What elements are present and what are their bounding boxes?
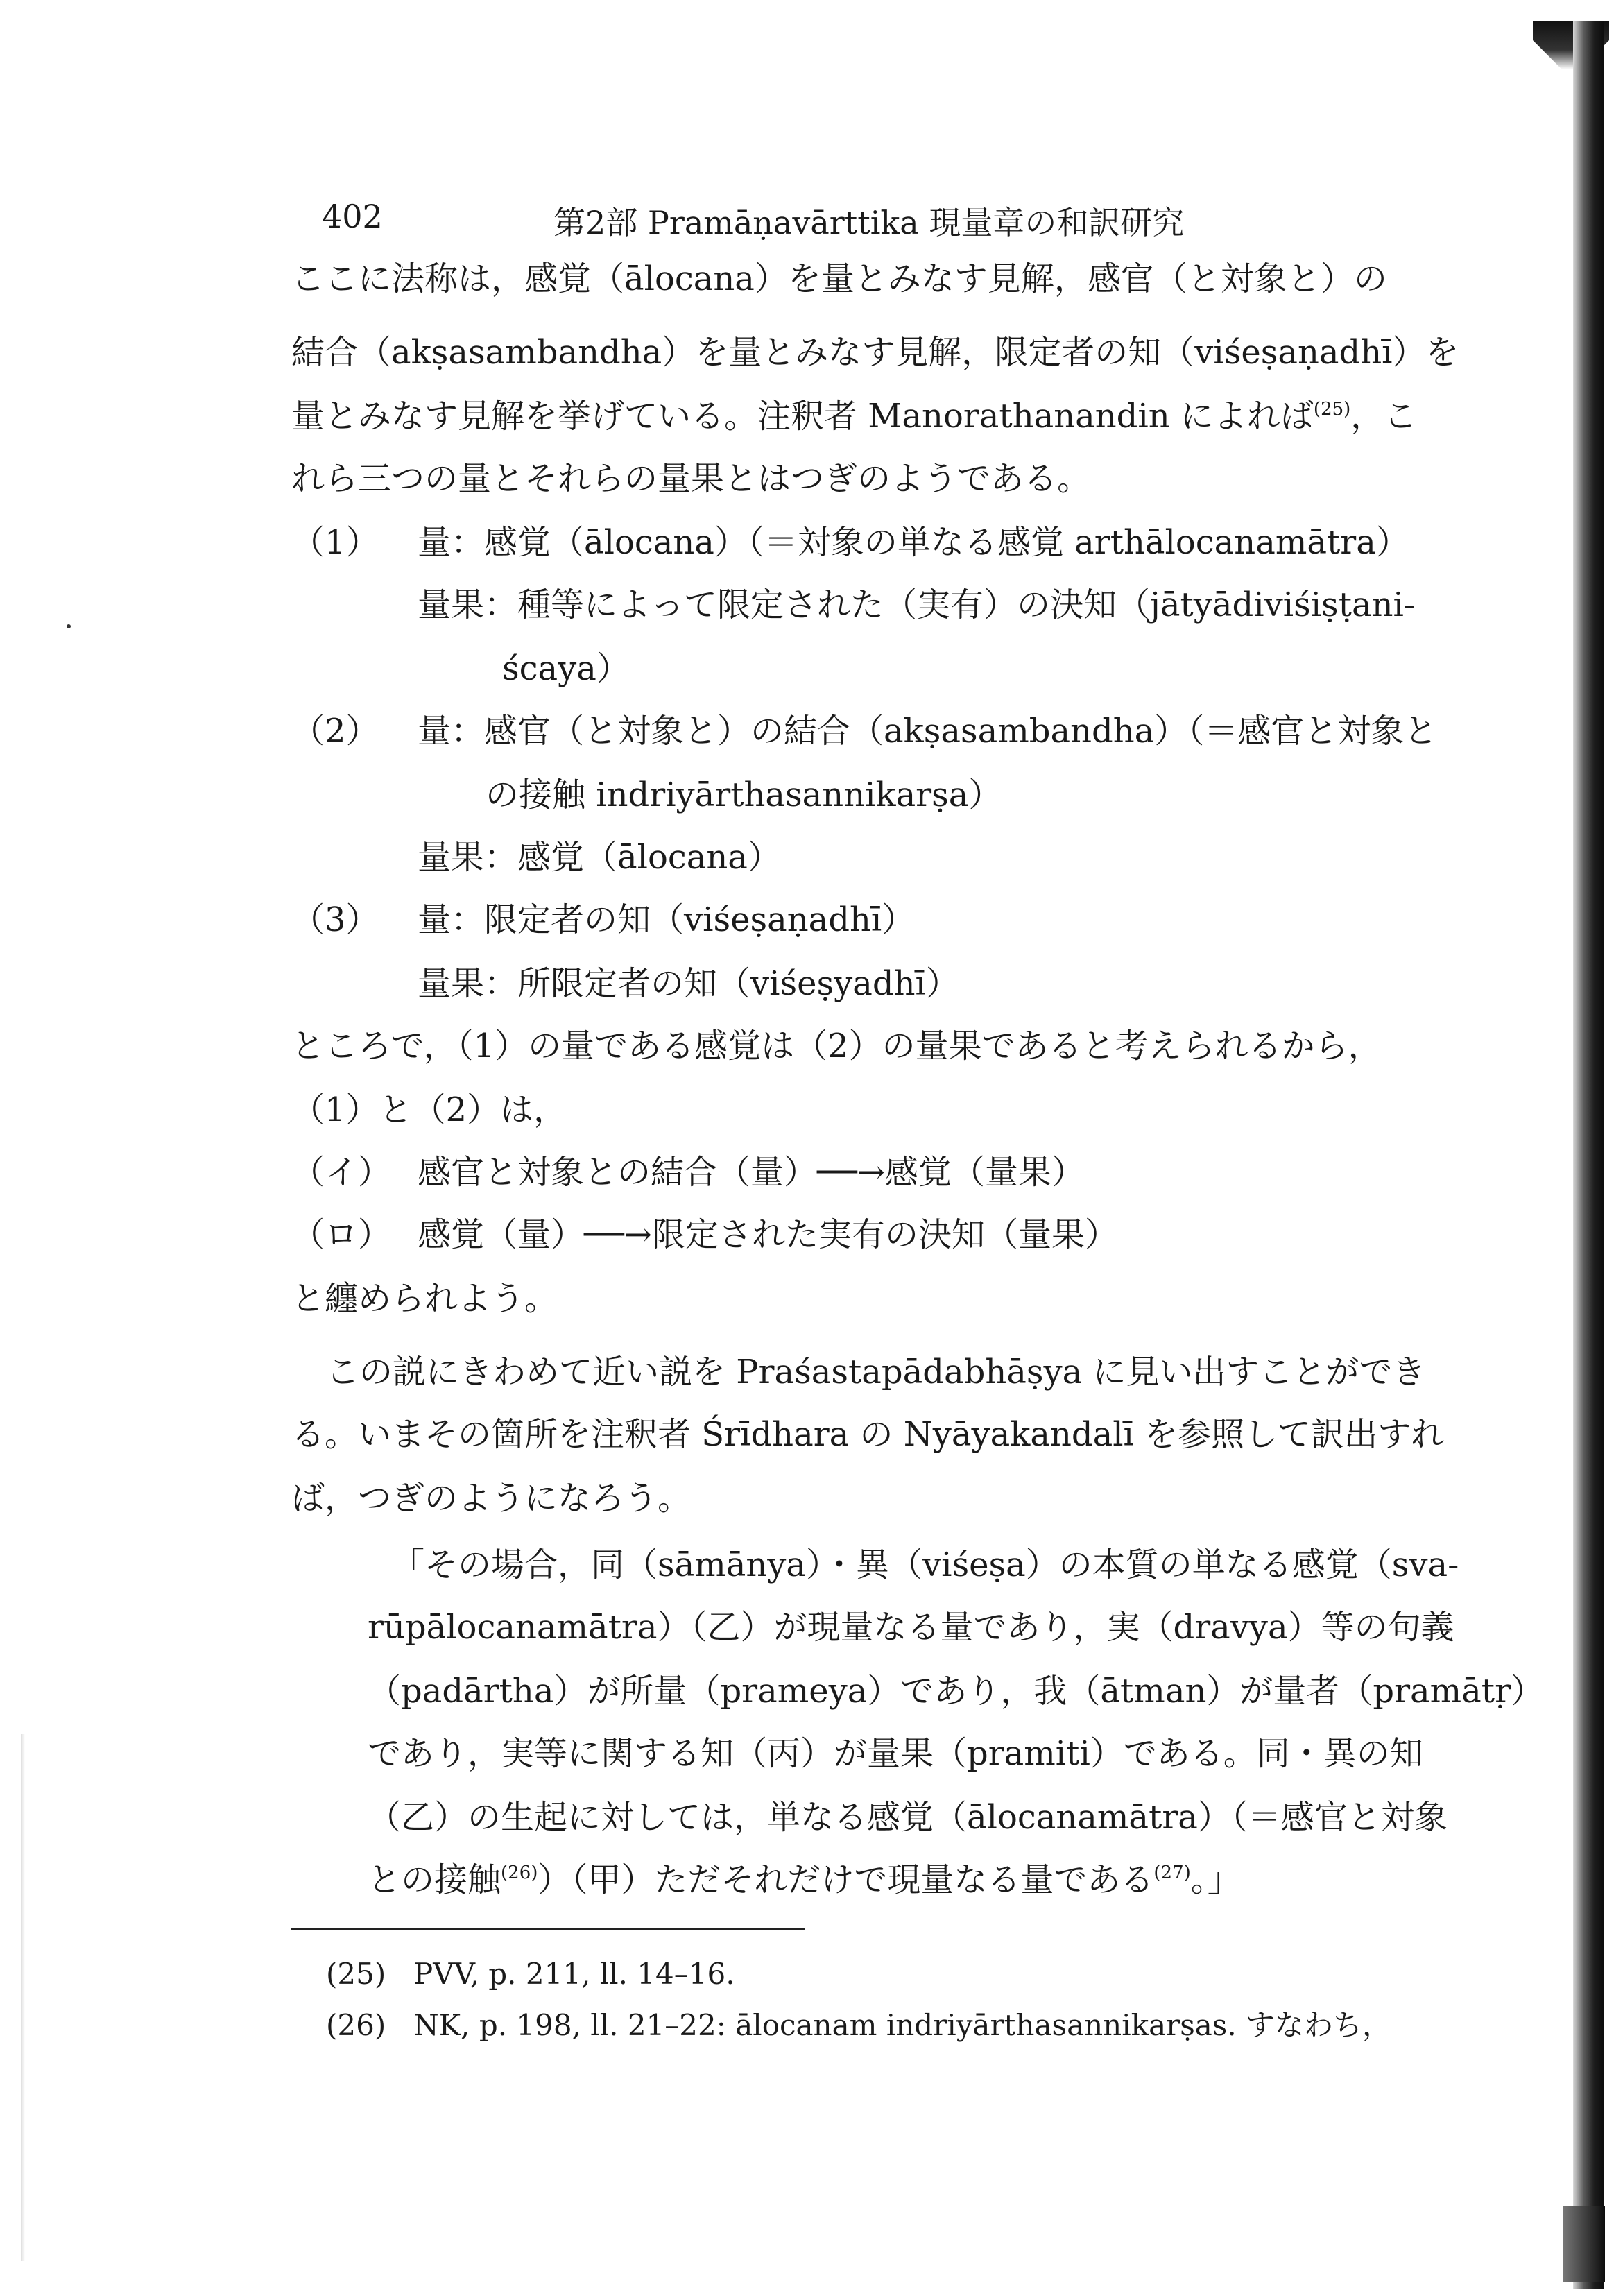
footnote-26-text: NK, p. 198, ll. 21–22: ālocanam indriyārthasannikarṣas. すなわち， [413,2008,1392,2042]
list-1-ryoka-cont: ścaya） [502,649,630,688]
summary-i-text: 感官と対象との結合（量）──→感覚（量果） [418,1153,1085,1192]
list-1-number: （1） [291,523,379,562]
quote-line-6: との接触$^{(26)}$）（甲）ただそれだけで現量なる量である$^{(27)}$。」 [368,1860,1241,1899]
running-title: 第2部 Pramāṇavārttika 現量章の和訳研究 [553,204,1185,241]
list-2-ryoka: 量果：感覚（ālocana） [418,838,781,877]
quote-line-5: （乙）の生起に対しては，単なる感覚（ālocanamātra）（＝感官と対象 [368,1798,1448,1837]
list-3-ryo: 量：限定者の知（viśeṣaṇadhī） [418,900,916,939]
scan-speck [67,624,71,628]
footnote-separator [291,1928,805,1930]
left-gutter-shadow [21,1734,25,2261]
paragraph-1-line-3: 量とみなす見解を挙げている。注釈者 Manorathanandin によれば$^{(25)}$，こ [291,397,1418,436]
binding-edge-shadow [1573,21,1604,2289]
quote-line-3: （padārtha）が所量（prameya）であり，我（ātman）が量者（pramātṛ） [368,1672,1545,1711]
quote-line-1: 「その場合，同（sāmānya）・異（viśeṣa）の本質の単なる感覚（sva- [391,1545,1459,1584]
quote-line-4: であり，実等に関する知（丙）が量果（pramiti）である。同・異の知 [368,1734,1423,1773]
footnote-26-number: (26) [326,2008,386,2042]
paragraph-1-line-2: 結合（akṣasambandha）を量とみなす見解，限定者の知（viśeṣaṇadhī）を [291,333,1459,372]
summary-ro-text: 感覚（量）──→限定された実有の決知（量果） [418,1215,1119,1254]
footnote-25-number: (25) [326,1957,386,1991]
footnote-ref-26[interactable]: (26) [501,1862,538,1883]
list-2-ryo-cont: の接触 indriyārthasannikarṣa） [486,776,1002,814]
list-3-number: （3） [291,900,379,939]
quote-line-2: rūpālocanamātra）（乙）が現量なる量であり，実（dravya）等の句義 [368,1608,1454,1647]
summary-i-number: （イ） [291,1153,392,1192]
paragraph-2-line-1: ところで，（1）の量である感覚は（2）の量果であると考えられるから， [291,1027,1382,1065]
list-1-ryoka: 量果：種等によって限定された（実有）の決知（jātyādiviśiṣṭani- [418,585,1416,624]
footnote-ref-25[interactable]: (25) [1313,399,1351,420]
footnote-ref-27[interactable]: (27) [1153,1862,1191,1883]
paragraph-1-line-1: ここに法称は，感覚（ālocana）を量とみなす見解，感官（と対象と）の [291,259,1387,298]
list-2-number: （2） [291,712,379,751]
paragraph-4-line-2: る。いまその箇所を注釈者 Śrīdhara の Nyāyakandalī を参照して訳出すれ [291,1415,1445,1454]
paragraph-4-line-3: ば，つぎのようになろう。 [291,1479,692,1518]
paragraph-3: と纏められよう。 [291,1279,558,1318]
paragraph-4-line-1: この説にきわめて近い説を Praśastapādabhāṣya に見い出すことができ [326,1353,1426,1391]
page-number: 402 [322,198,383,235]
binding-edge-bottom [1563,2206,1605,2282]
list-3-ryoka: 量果：所限定者の知（viśeṣyadhī） [418,964,959,1003]
list-1-ryo: 量：感覚（ālocana）（＝対象の単なる感覚 arthālocanamātra） [418,523,1409,562]
list-2-ryo: 量：感官（と対象と）の結合（akṣasambandha）（＝感官と対象と [418,712,1438,751]
paragraph-2-line-2: （1）と（2）は， [291,1090,567,1129]
summary-ro-number: （ロ） [291,1215,392,1254]
footnote-25-text: PVV, p. 211, ll. 14–16. [413,1957,735,1991]
paragraph-1-line-4: れら三つの量とそれらの量果とはつぎのようである。 [291,459,1091,498]
